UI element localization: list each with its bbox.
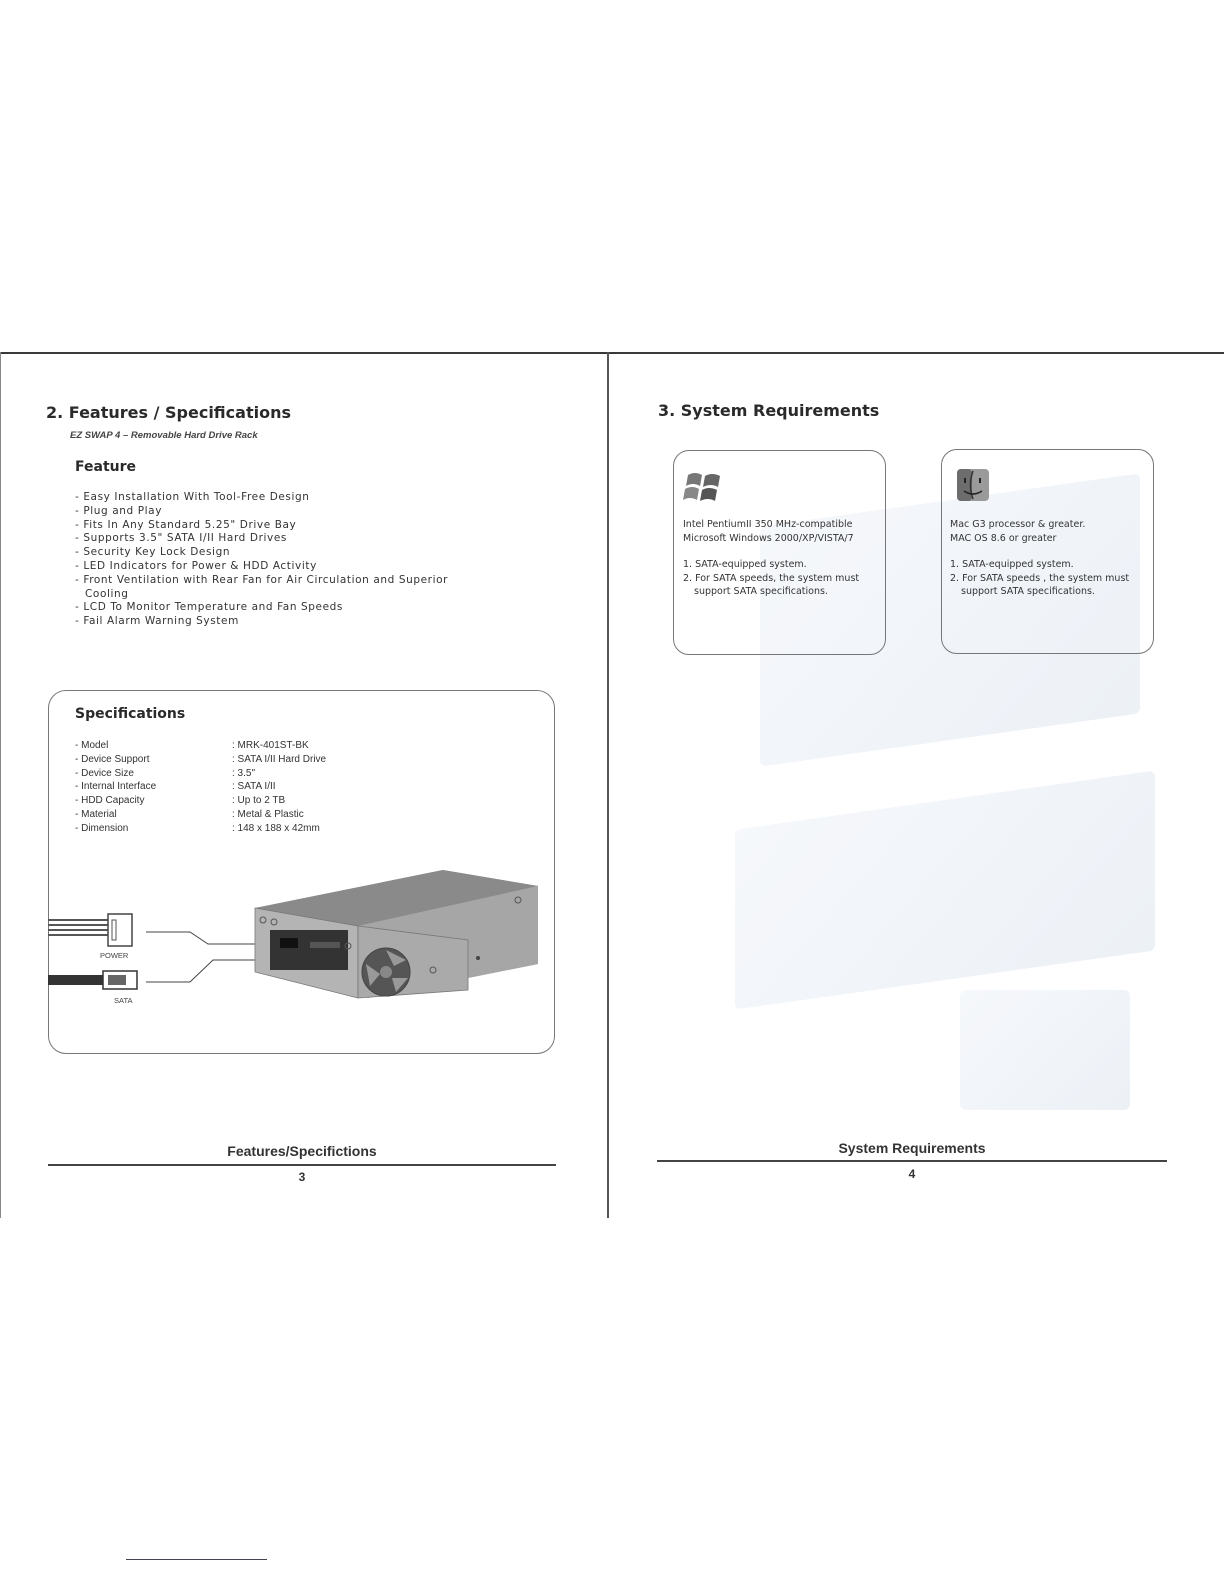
windows-sata-speed-requirement: 2. For SATA speeds, the system must	[683, 572, 860, 584]
feature-item: - Supports 3.5" SATA I/II Hard Drives	[75, 532, 287, 545]
spec-value: : Up to 2 TB	[232, 795, 286, 807]
section-title: 3. System Requirements	[658, 401, 880, 420]
mac-finder-icon	[955, 465, 991, 505]
feature-item: - Easy Installation With Tool-Free Design	[75, 491, 310, 503]
spec-key: - Device Support	[75, 753, 150, 765]
feature-heading: Feature	[75, 459, 136, 475]
page-number: 4	[908, 1167, 916, 1181]
specifications-table	[75, 739, 326, 836]
feature-item: - LCD To Monitor Temperature and Fan Speeds	[75, 601, 344, 614]
footer-rule	[657, 1160, 1167, 1162]
windows-requirements-text	[683, 518, 878, 599]
mac-sata-requirement: 1. SATA-equipped system.	[950, 559, 1074, 571]
spec-key: - Internal Interface	[75, 781, 157, 793]
spec-row	[75, 767, 326, 781]
spec-value: : 148 x 188 x 42mm	[232, 822, 320, 834]
feature-list	[75, 491, 475, 629]
mac-cpu-requirement: Mac G3 processor & greater.	[950, 519, 1086, 530]
bleed-through-shape	[735, 770, 1155, 1009]
windows-cpu-requirement: Intel PentiumII 350 MHz-compatible	[683, 519, 853, 530]
spec-row	[75, 739, 326, 753]
page-left-edge	[0, 352, 1, 1218]
drive-rack-illustration	[48, 860, 553, 1040]
feature-item: - Fail Alarm Warning System	[75, 615, 239, 628]
sata-connector-label: SATA	[114, 996, 133, 1005]
spec-value: : SATA I/II Hard Drive	[232, 753, 327, 765]
section-title: 2. Features / Specifications	[46, 403, 291, 422]
spec-key: - Dimension	[75, 822, 129, 834]
stray-rule	[126, 1559, 267, 1560]
spec-key: - Material	[75, 808, 117, 820]
spec-row	[75, 753, 326, 767]
booklet-spine	[607, 352, 609, 1218]
spec-key: - HDD Capacity	[75, 795, 145, 807]
mac-requirements-text	[950, 518, 1145, 599]
mac-sata-spec-requirement: support SATA specifications.	[961, 586, 1095, 598]
spec-row	[75, 794, 326, 808]
specifications-heading: Specifications	[75, 706, 186, 722]
spec-value: : 3.5"	[232, 767, 256, 779]
spec-value: : MRK-401ST-BK	[232, 740, 309, 751]
windows-logo-icon	[682, 467, 728, 505]
windows-os-requirement: Microsoft Windows 2000/XP/VISTA/7	[683, 532, 854, 544]
spec-key: - Model	[75, 740, 109, 751]
power-cable	[48, 914, 132, 946]
windows-sata-requirement: 1. SATA-equipped system.	[683, 559, 807, 571]
footer-rule	[48, 1164, 556, 1166]
feature-item: - Plug and Play	[75, 504, 163, 517]
power-connector-label: POWER	[100, 951, 129, 960]
feature-item: - Front Ventilation with Rear Fan for Air Circulation and Superior Cooling	[75, 573, 449, 600]
footer-title: System Requirements	[838, 1140, 986, 1156]
spec-value: : SATA I/II	[232, 781, 276, 793]
windows-sata-spec-requirement: support SATA specifications.	[694, 586, 828, 598]
page-top-rule	[0, 352, 1224, 354]
spec-row	[75, 780, 326, 794]
spec-value: : Metal & Plastic	[232, 808, 304, 820]
feature-item: - Fits In Any Standard 5.25" Drive Bay	[75, 518, 297, 531]
mac-os-requirement: MAC OS 8.6 or greater	[950, 532, 1057, 544]
mac-sata-speed-requirement: 2. For SATA speeds , the system must	[950, 572, 1130, 584]
feature-item: - Security Key Lock Design	[75, 546, 231, 559]
sata-cable	[48, 971, 137, 989]
spec-row	[75, 808, 326, 822]
feature-item: - LED Indicators for Power & HDD Activity	[75, 559, 317, 572]
footer-title: Features/Specifictions	[227, 1143, 377, 1159]
section-subtitle: EZ SWAP 4 – Removable Hard Drive Rack	[70, 430, 258, 441]
bleed-through-shape	[960, 990, 1130, 1110]
spec-key: - Device Size	[75, 767, 134, 779]
spec-row	[75, 822, 326, 836]
page-number: 3	[298, 1170, 306, 1184]
